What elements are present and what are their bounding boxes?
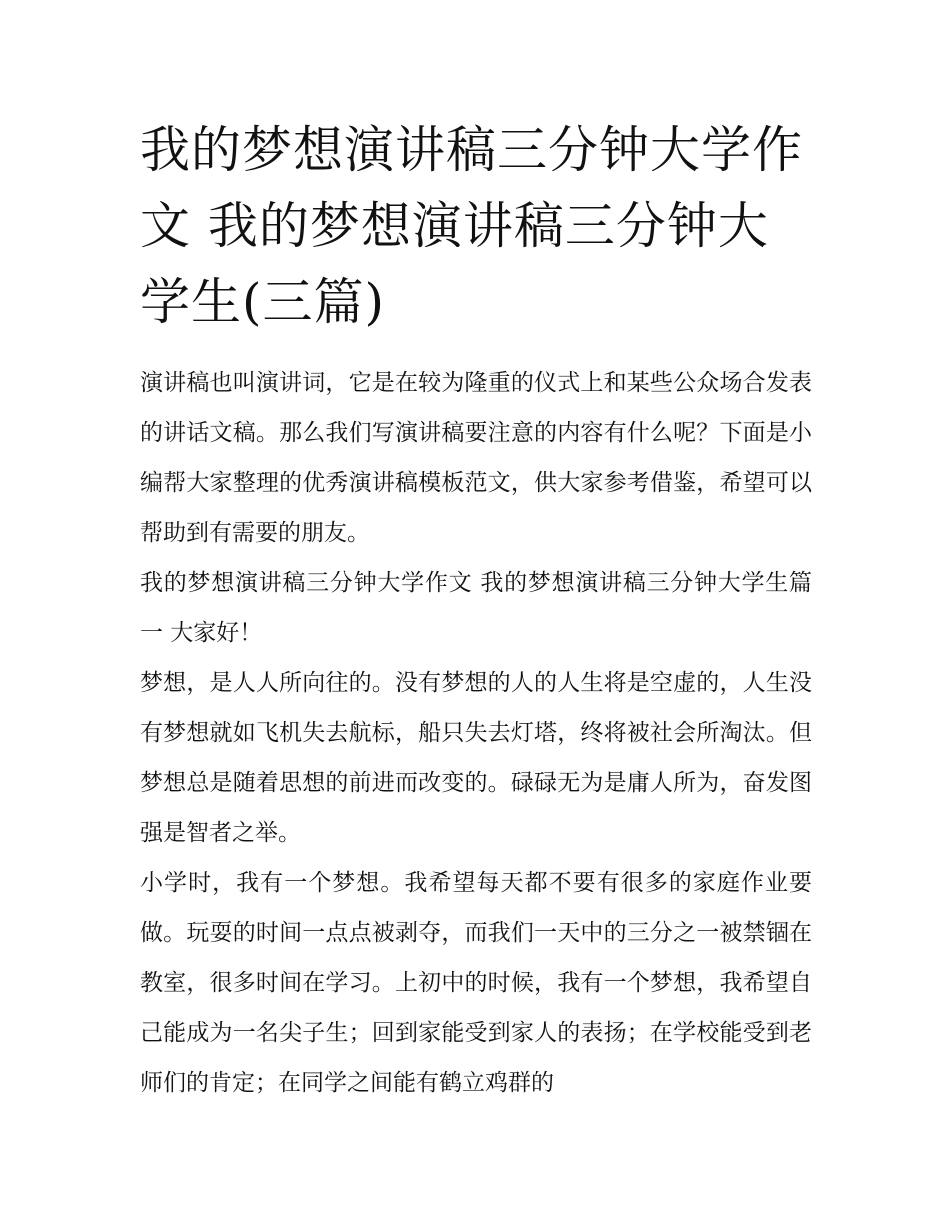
document-title: 我的梦想演讲稿三分钟大学作文 我的梦想演讲稿三分钟大学生(三篇) [140,121,803,331]
section-heading-paragraph: 我的梦想演讲稿三分钟大学作文 我的梦想演讲稿三分钟大学生篇一 大家好！ [140,570,812,646]
body-paragraph-school: 小学时，我有一个梦想。我希望每天都不要有很多的家庭作业要做。玩耍的时间一点点被剥夺，而我们一天中的三分之一被禁锢在教室，很多时间在学习。上初中的时候，我有一个梦想，我希望自己能成为一名尖子生；回到家能受到家人的表扬；在学校能受到老师们的肯定；在同学之间能有鹤立鸡群的 [140,870,812,1096]
document-body [140,112,812,1108]
body-paragraph-dream: 梦想，是人人所向往的。没有梦想的人的人生将是空虚的，人生没有梦想就如飞机失去航标，船只失去灯塔，终将被社会所淘汰。但梦想总是随着思想的前进而改变的。碌碌无为是庸人所为，奋发图强是智者之举。 [140,670,812,846]
intro-paragraph: 演讲稿也叫演讲词，它是在较为隆重的仪式上和某些公众场合发表的讲话文稿。那么我们写演讲稿要注意的内容有什么呢？下面是小编帮大家整理的优秀演讲稿模板范文，供大家参考借鉴，希望可以帮助到有需要的朋友。 [140,370,812,546]
